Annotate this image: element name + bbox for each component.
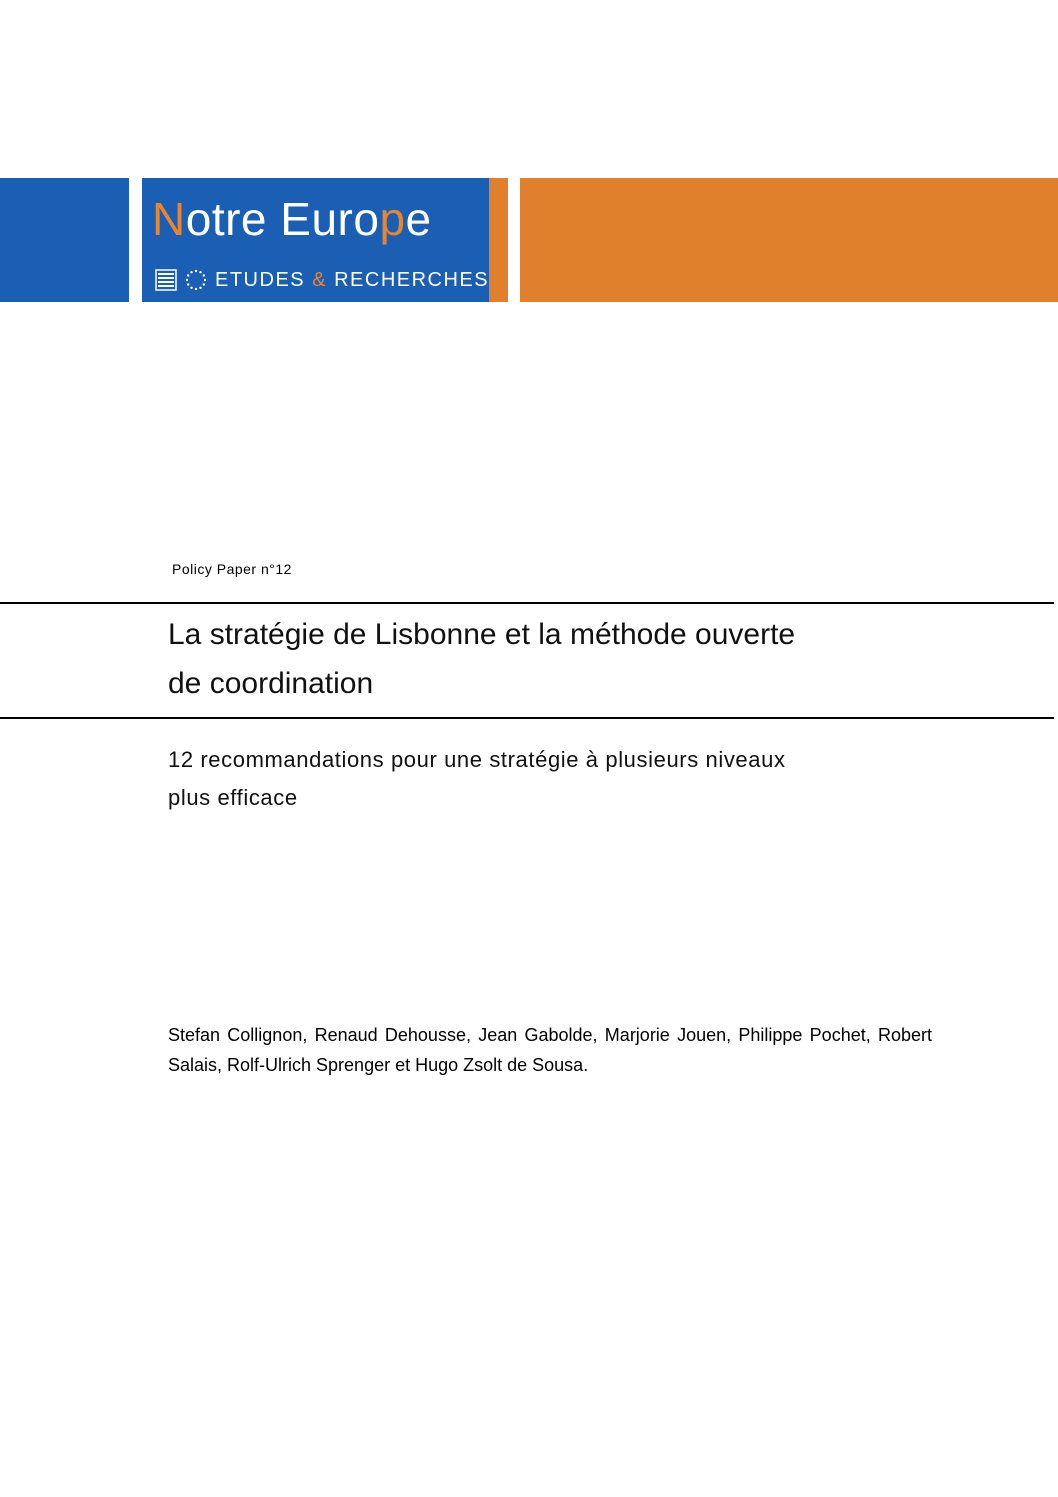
title-line-1: La stratégie de Lisbonne et la méthode ouverte xyxy=(168,618,796,651)
brand-subline xyxy=(155,266,489,294)
tagline-ampersand: & xyxy=(312,268,328,291)
brand-initial: N xyxy=(152,193,186,245)
brand-accent-letter: p xyxy=(379,193,406,245)
document-subtitle xyxy=(168,741,928,817)
header-band-left xyxy=(0,178,129,302)
header-band-right xyxy=(520,178,1058,302)
tagline-part-2: RECHERCHES xyxy=(327,268,490,291)
document-lines-icon xyxy=(155,269,177,291)
subtitle-line-2: plus efficace xyxy=(168,785,298,810)
subtitle-line-1: 12 recommandations pour une stratégie à plusieurs niveaux xyxy=(168,747,786,772)
title-line-2: de coordination xyxy=(168,667,374,700)
brand-logo-text xyxy=(152,191,432,247)
series-label: Policy Paper n°12 xyxy=(172,561,292,577)
title-rule-top xyxy=(0,602,1054,604)
header-divider-stripe xyxy=(489,178,508,302)
document-title xyxy=(168,610,968,708)
tagline-part-1: ETUDES xyxy=(215,268,313,291)
eu-stars-icon xyxy=(185,269,207,291)
title-rule-bottom xyxy=(0,717,1054,719)
brand-name-middle: otre Euro xyxy=(185,193,380,245)
brand-name-end: e xyxy=(405,193,432,245)
brand-tagline xyxy=(215,269,489,292)
author-list: Stefan Collignon, Renaud Dehousse, Jean Gabolde, Marjorie Jouen, Philippe Pochet, Robert Salais, Rolf-Ulrich Sprenger et Hugo Zsolt de Sousa. xyxy=(168,1025,932,1075)
